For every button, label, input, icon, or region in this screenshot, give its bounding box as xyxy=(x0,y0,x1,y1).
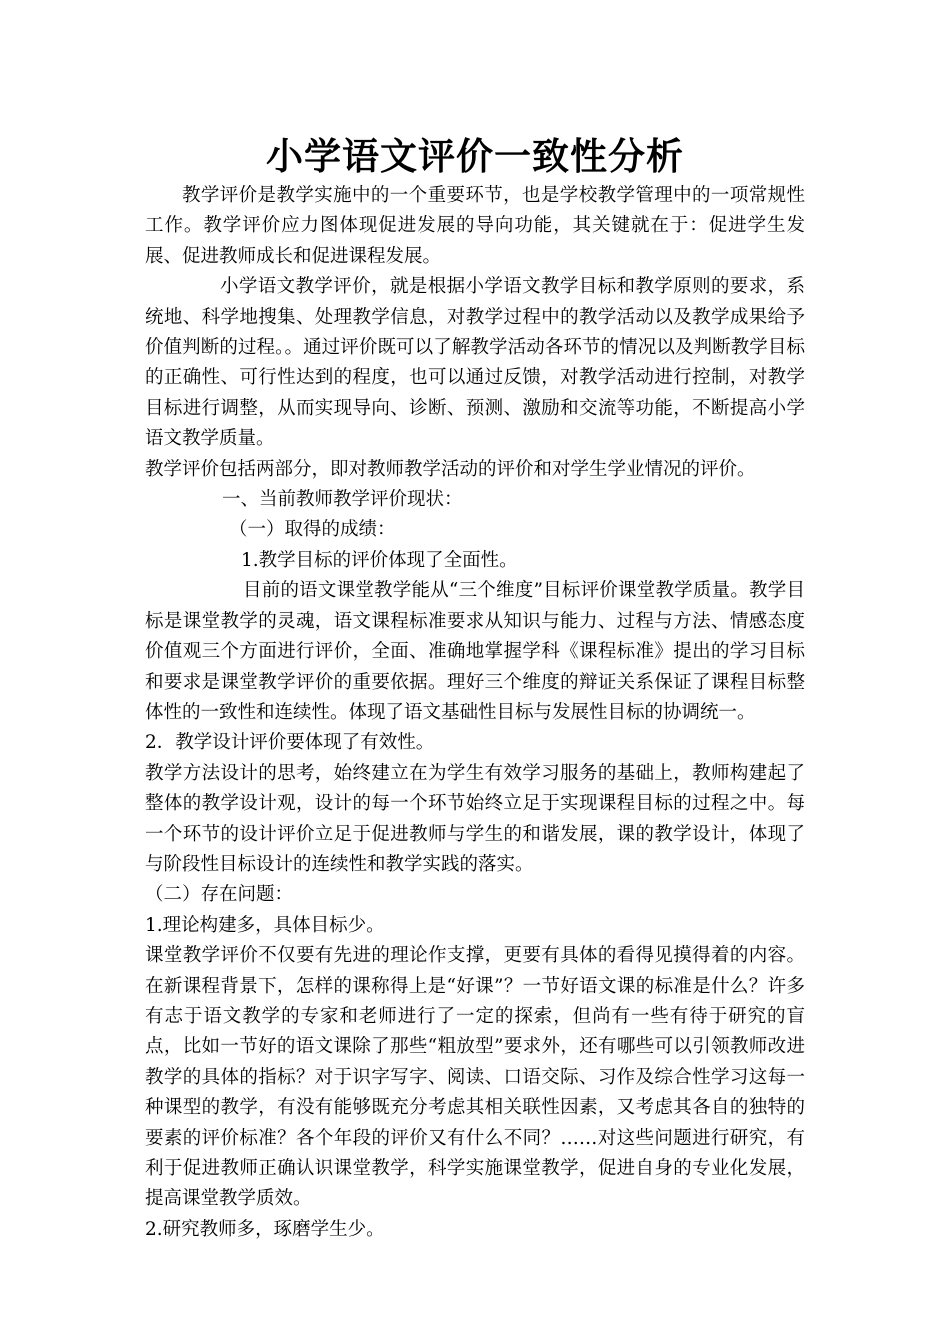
paragraph-three-dimensions: 目前的语文课堂教学能从“三个维度”目标评价课堂教学质量。教学目标是课堂教学的灵魂，语文课程标准要求从知识与能力、过程与方法、情感态度价值观三个方面进行评价，全面、准确地掌握学科《课程标准》提出的学习目标和要求是课堂教学评价的重要依据。理好三个维度的辩证关系保证了课程目标整体性的一致性和连续性。体现了语文基础性目标与发展性目标的协调统一。 xyxy=(145,580,805,723)
section-heading-1: 一、当前教师教学评价现状： xyxy=(222,489,463,511)
item-heading-1: 1.教学目标的评价体现了全面性。 xyxy=(241,549,518,571)
problem-heading-1: 1.理论构建多，具体目标少。 xyxy=(145,914,385,936)
document-title: 小学语文评价一致性分析 xyxy=(266,135,684,178)
document-body xyxy=(145,181,805,1245)
subsection-heading-problems: （二）存在问题： xyxy=(145,884,294,906)
paragraph-intro: 教学评价是教学实施中的一个重要环节，也是学校教学管理中的一项常规性工作。教学评价应力图体现促进发展的导向功能，其关键就在于：促进学生发展、促进教师成长和促进课程发展。 xyxy=(145,185,805,267)
problem-heading-2: 2.研究教师多，琢磨学生少。 xyxy=(145,1218,385,1240)
paragraph-definition: 小学语文教学评价，就是根据小学语文教学目标和教学原则的要求，系统地、科学地搜集、处理教学信息，对教学过程中的教学活动以及教学成果给予价值判断的过程。。通过评价既可以了解教学活动各环节的情况以及判断教学目标的正确性、可行性达到的程度，也可以通过反馈，对教学活动进行控制，对教学目标进行调整，从而实现导向、诊断、预测、激励和交流等功能，不断提高小学语文教学质量。 xyxy=(145,276,805,450)
item-heading-2: 2．教学设计评价要体现了有效性。 xyxy=(145,732,435,754)
paragraph-design: 教学方法设计的思考，始终建立在为学生有效学习服务的基础上，教师构建起了整体的教学设计观，设计的每一个环节始终立足于实现课程目标的过程之中。每一个环节的设计评价立足于促进教师与学生的和谐发展，课的教学设计，体现了与阶段性目标设计的连续性和教学实践的落实。 xyxy=(145,762,805,875)
paragraph-two-parts: 教学评价包括两部分，即对教师教学活动的评价和对学生学业情况的评价。 xyxy=(145,458,756,480)
subsection-heading-achievements: （一）取得的成绩： xyxy=(229,519,396,541)
paragraph-theory: 课堂教学评价不仅要有先进的理论作支撑，更要有具体的看得见摸得着的内容。在新课程背景下，怎样的课称得上是“好课”？一节好语文课的标准是什么？许多有志于语文教学的专家和老师进行了一定的探索，但尚有一些有待于研究的盲点，比如一节好的语文课除了那些“粗放型”要求外，还有哪些可以引领教师改进教学的具体的指标？对于识字写字、阅读、口语交际、习作及综合性学习这每一种课型的教学，有没有能够既充分考虑其相关联性因素，又考虑其各自的独特的要素的评价标准？各个年段的评价又有什么不同？……对这些问题进行研究，有利于促进教师正确认识课堂教学，科学实施课堂教学，促进自身的专业化发展，提高课堂教学质效。 xyxy=(145,945,805,1210)
